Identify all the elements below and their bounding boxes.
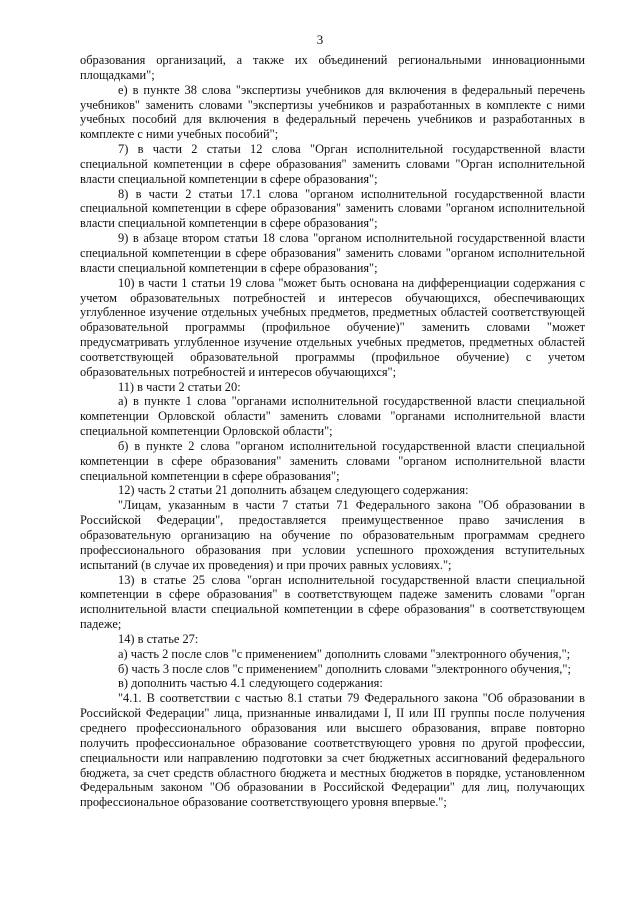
paragraph: б) в пункте 2 слова "органом исполнительной государственной власти специальной компетенции в сфере образования" заменить словами "органом исполнительной власти специальной компетенции в сфере образования"; [80, 438, 585, 483]
paragraph: в) дополнить частью 4.1 следующего содержания: [118, 676, 383, 691]
paragraph: 8) в части 2 статьи 17.1 слова "органом исполнительной государственной власти специальной компетенции в сфере образования" заменить словами "органом исполнительной власти специальной компетенции в сфере образования"; [80, 186, 585, 231]
paragraph: б) часть 3 после слов "с применением" дополнить словами "электронного обучения,"; [118, 661, 571, 676]
paragraph: 12) часть 2 статьи 21 дополнить абзацем следующего содержания: [118, 483, 469, 498]
page-number: 3 [316, 32, 324, 47]
paragraph: 9) в абзаце втором статьи 18 слова "органом исполнительной государственной власти специальной компетенции в сфере образования" заменить словами "органом исполнительной власти специальной компетенции в сфере образования"; [80, 231, 585, 275]
paragraph: 7) в части 2 статьи 12 слова "Орган исполнительной государственной власти специальной компетенции в сфере образования" заменить словами "Орган исполнительной власти специальной компетенции в сфере образования"; [80, 142, 585, 186]
paragraph: "4.1. В соответствии с частью 8.1 статьи 79 Федерального закона "Об образовании в Российской Федерации" лица, признанные инвалидами I, II или III группы после получения среднего профессионального образования или высшего образования, вправе повторно получить профессиональное образование соответствующего уровня по другой профессии, специальности или направлению подготовки за счет бюджетных ассигнований федерального бюджета, за счет средств областного бюджета и местных бюджетов в порядке, установленном Федеральным законом "Об образовании в Российской Федерации" для лиц, получающих профессиональное образование соответствующего уровня впервые."; [80, 691, 585, 810]
paragraph: 11) в части 2 статьи 20: [118, 379, 241, 394]
paragraph: образования организаций, а также их объединений региональными инновационными площадками"; [80, 53, 585, 82]
paragraph: е) в пункте 38 слова "экспертизы учебников для включения в федеральный перечень учебников" заменить словами "экспертизы учебников и разработанных в комплекте с ними учебных пособий для включения в федеральный перечень учебников и разработанных в комплекте с ними учебных пособий"; [80, 82, 585, 142]
paragraph: 10) в части 1 статьи 19 слова "может быть основана на дифференциации содержания с учетом образовательных потребностей и интересов обучающихся, обеспечивающих углубленное изучение отдельных учебных предметов, предметных областей соответствующей образовательной программы (профильное обучение)" заменить словами "может предусматривать углубленное изучение отдельных учебных предметов, предметных областей соответствующей образовательной программы (профильное обучение) с учетом образовательных потребностей и интересов обучающихся"; [80, 275, 585, 379]
paragraph: а) в пункте 1 слова "органами исполнительной государственной власти специальной компетенции Орловской области" заменить словами "органами исполнительной власти специальной компетенции Орловской области"; [80, 394, 585, 439]
paragraph: 14) в статье 27: [118, 631, 199, 646]
paragraph: а) часть 2 после слов "с применением" дополнить словами "электронного обучения,"; [118, 646, 571, 661]
paragraph: 13) в статье 25 слова "орган исполнительной государственной власти специальной компетенции в сфере образования" в соответствующем падеже заменить словами "орган исполнительной власти специальной компетенции в сфере образования" в соответствующем падеже; [80, 572, 585, 632]
document-body [80, 53, 585, 810]
paragraph: "Лицам, указанным в части 7 статьи 71 Федерального закона "Об образовании в Российской Федерации", предоставляется преимущественное право зачисления в образовательную организацию на обучение по образовательным программам среднего профессионального образования при условии успешного прохождения вступительных испытаний (в случае их проведения) и при прочих равных условиях."; [80, 498, 585, 572]
